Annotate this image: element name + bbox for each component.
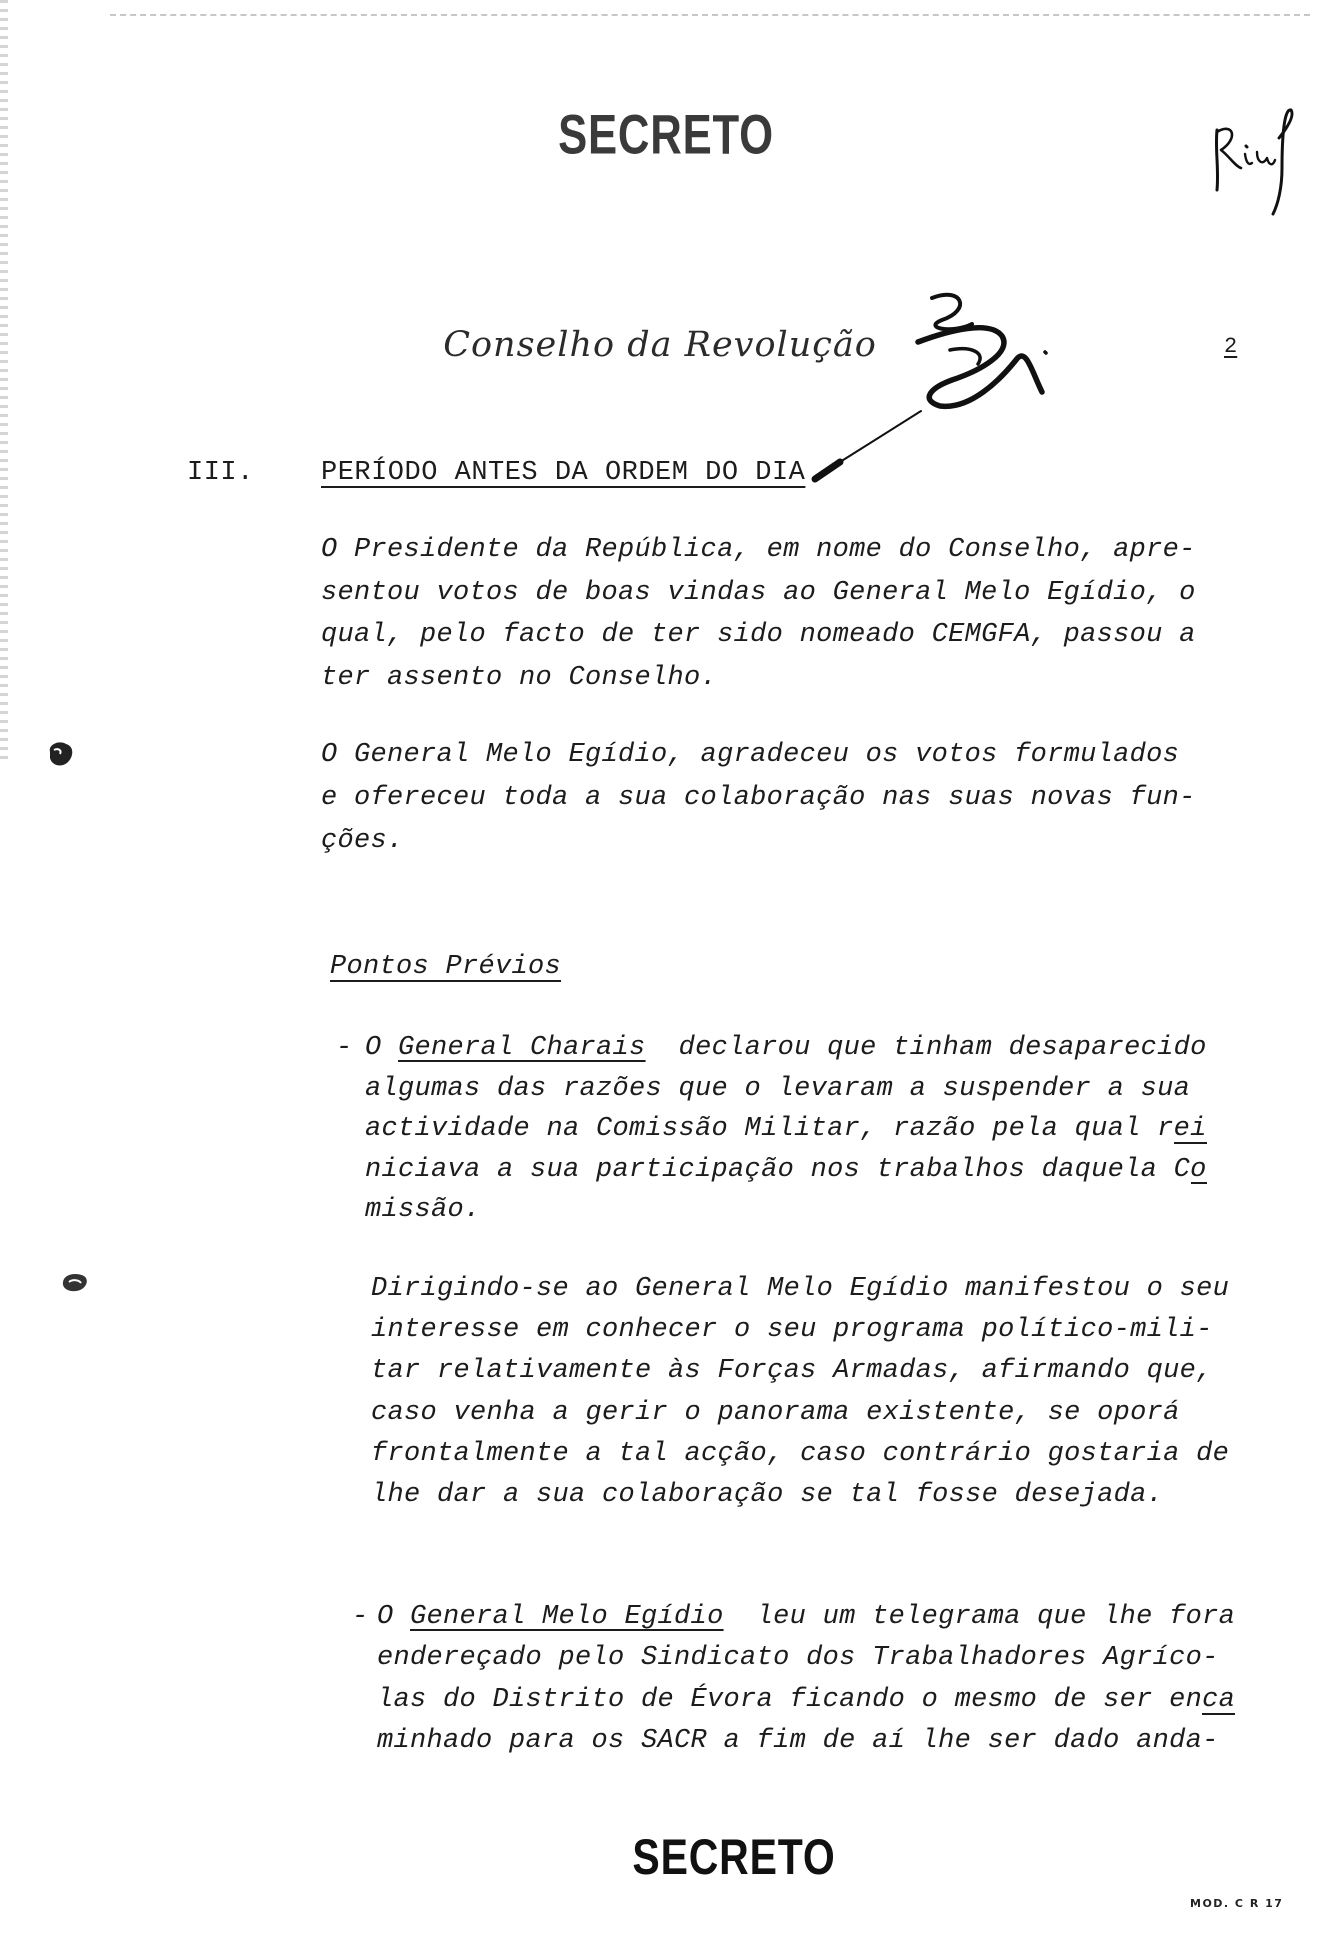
underlined-name: General Charais bbox=[398, 1033, 646, 1063]
council-letterhead: Conselho da Revolução bbox=[443, 325, 877, 365]
text-segment: O bbox=[377, 1602, 411, 1632]
text-line: Dirigindo-se ao General Melo Egídio manifestou o seu bbox=[371, 1274, 1230, 1304]
text-line: e ofereceu toda a sua colaboração nas suas novas fun- bbox=[321, 783, 1196, 813]
section-number: III. bbox=[187, 458, 254, 488]
list-bullet: - bbox=[336, 1033, 353, 1063]
text-line: caso venha a gerir o panorama existente, se oporá bbox=[371, 1397, 1180, 1428]
paragraph-president-welcome bbox=[321, 529, 1196, 699]
text-line: niciava a sua participação nos trabalhos daquela Co bbox=[365, 1150, 1207, 1191]
text-line: ter assento no Conselho. bbox=[321, 662, 718, 693]
punch-hole-mark bbox=[60, 1270, 90, 1294]
handwritten-signature bbox=[800, 280, 1070, 490]
list-item-charais bbox=[365, 1028, 1207, 1231]
scan-left-edge bbox=[0, 0, 8, 760]
underlined-name: General Melo Egídio bbox=[410, 1602, 724, 1632]
list-item-charais-continuation bbox=[371, 1269, 1229, 1516]
classification-stamp-top: SECRETO bbox=[558, 102, 774, 166]
classification-stamp-bottom: SECRETO bbox=[632, 1829, 836, 1885]
text-line: interesse em conhecer o seu programa político-mili- bbox=[371, 1315, 1213, 1346]
text-line: O Presidente da República, em nome do Conselho, apre- bbox=[321, 535, 1196, 565]
text-line: sentou votos de boas vindas ao General Melo Egídio, o bbox=[321, 577, 1196, 608]
form-code: MOD. C R 17 bbox=[1190, 1897, 1284, 1910]
list-bullet: - bbox=[352, 1602, 369, 1632]
text-line: lhe dar a sua colaboração se tal fosse desejada. bbox=[371, 1480, 1164, 1511]
text-segment: O bbox=[365, 1033, 399, 1063]
scan-edge-line bbox=[110, 14, 1310, 16]
section-title: PERÍODO ANTES DA ORDEM DO DIA bbox=[321, 458, 806, 488]
text-segment: declarou que tinham desaparecido bbox=[645, 1033, 1207, 1063]
text-line: endereçado pelo Sindicato dos Trabalhadores Agríco- bbox=[377, 1643, 1219, 1674]
text-line: algumas das razões que o levaram a suspender a sua bbox=[365, 1073, 1191, 1104]
text-line: minhado para os SACR a fim de aí lhe ser dado anda- bbox=[377, 1725, 1219, 1756]
subsection-heading bbox=[330, 947, 561, 987]
handwritten-initials bbox=[1205, 106, 1305, 222]
text-line bbox=[365, 1028, 1207, 1069]
text-line: ções. bbox=[321, 826, 404, 856]
text-line: missão. bbox=[365, 1195, 481, 1225]
paragraph-general-reply bbox=[321, 734, 1196, 863]
text-line: O General Melo Egídio, agradeceu os votos formulados bbox=[321, 740, 1180, 770]
list-item-melo-egidio bbox=[377, 1597, 1235, 1762]
text-line: tar relativamente às Forças Armadas, afirmando que, bbox=[371, 1356, 1213, 1387]
subsection-title: Pontos Prévios bbox=[330, 952, 562, 982]
punch-hole-mark bbox=[46, 740, 76, 768]
text-line bbox=[377, 1597, 1235, 1638]
text-line: las do Distrito de Évora ficando o mesmo de ser enca bbox=[377, 1680, 1235, 1721]
text-line: actividade na Comissão Militar, razão pela qual rei bbox=[365, 1109, 1207, 1150]
text-line: frontalmente a tal acção, caso contrário gostaria de bbox=[371, 1438, 1230, 1469]
text-line: qual, pelo facto de ter sido nomeado CEMGFA, passou a bbox=[321, 620, 1196, 650]
page-number: 2 bbox=[1224, 334, 1238, 359]
text-segment: leu um telegrama que lhe fora bbox=[723, 1602, 1236, 1632]
